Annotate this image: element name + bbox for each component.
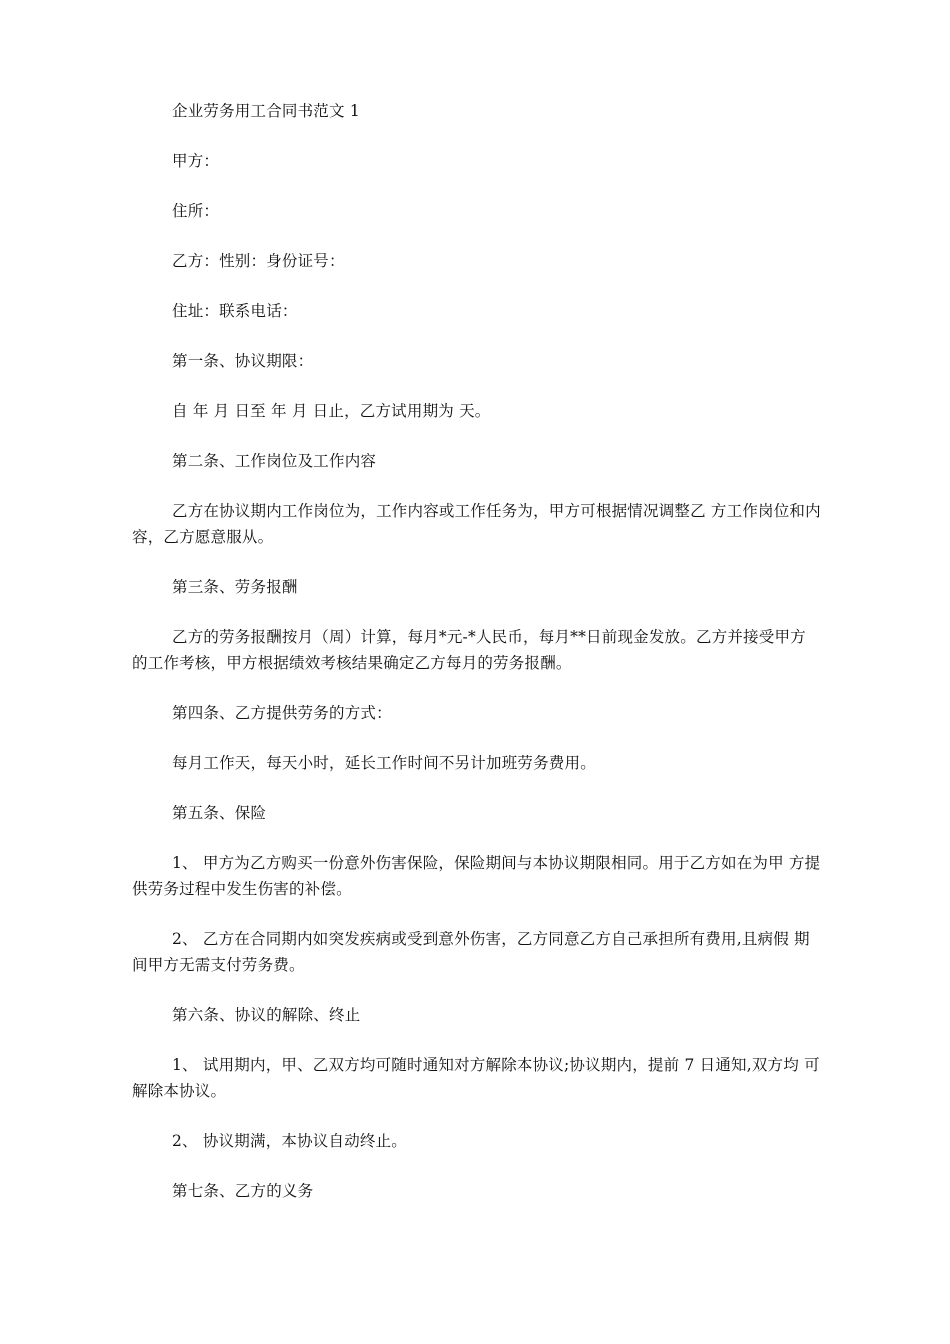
article-4-heading: 第四条、乙方提供劳务的方式：	[172, 704, 392, 722]
party-a-line: 甲方：	[172, 152, 220, 170]
article-6-item-1: 1、 试用期内，甲、乙双方均可随时通知对方解除本协议;协议期内，提前 7 日通知,双方均 可解除本协议。	[132, 1056, 820, 1100]
article-4-text: 每月工作天，每天小时，延长工作时间不另计加班劳务费用。	[172, 754, 596, 772]
article-1-heading: 第一条、协议期限：	[172, 352, 314, 370]
article-3-text: 乙方的劳务报酬按月（周）计算，每月*元-*人民币，每月**日前现金发放。乙方并接受甲方 的工作考核，甲方根据绩效考核结果确定乙方每月的劳务报酬。	[132, 628, 806, 672]
article-3-heading: 第三条、劳务报酬	[172, 578, 298, 596]
article-5-heading: 第五条、保险	[172, 804, 267, 822]
article-6-item-2: 2、 协议期满，本协议自动终止。	[172, 1132, 407, 1150]
party-b-address-line: 住址：联系电话：	[172, 302, 298, 320]
article-7-heading: 第七条、乙方的义务	[172, 1182, 314, 1200]
article-2-heading: 第二条、工作岗位及工作内容	[172, 452, 377, 470]
article-5-item-1: 1、 甲方为乙方购买一份意外伤害保险，保险期间与本协议期限相同。用于乙方如在为甲 方提供劳务过程中发生伤害的补偿。	[132, 854, 821, 898]
article-6-heading: 第六条、协议的解除、终止	[172, 1006, 361, 1024]
contract-body	[132, 98, 822, 1228]
article-2-text: 乙方在协议期内工作岗位为，工作内容或工作任务为，甲方可根据情况调整乙 方工作岗位和内容，乙方愿意服从。	[132, 502, 821, 546]
article-1-text: 自 年 月 日至 年 月 日止，乙方试用期为 天。	[172, 402, 491, 420]
document-title: 企业劳务用工合同书范文 1	[172, 102, 360, 120]
article-5-item-2: 2、 乙方在合同期内如突发疾病或受到意外伤害，乙方同意乙方自己承担所有费用,且病假 期间甲方无需支付劳务费。	[132, 930, 810, 974]
party-b-line: 乙方：性别：身份证号：	[172, 252, 345, 270]
party-a-address-line: 住所：	[172, 202, 220, 220]
